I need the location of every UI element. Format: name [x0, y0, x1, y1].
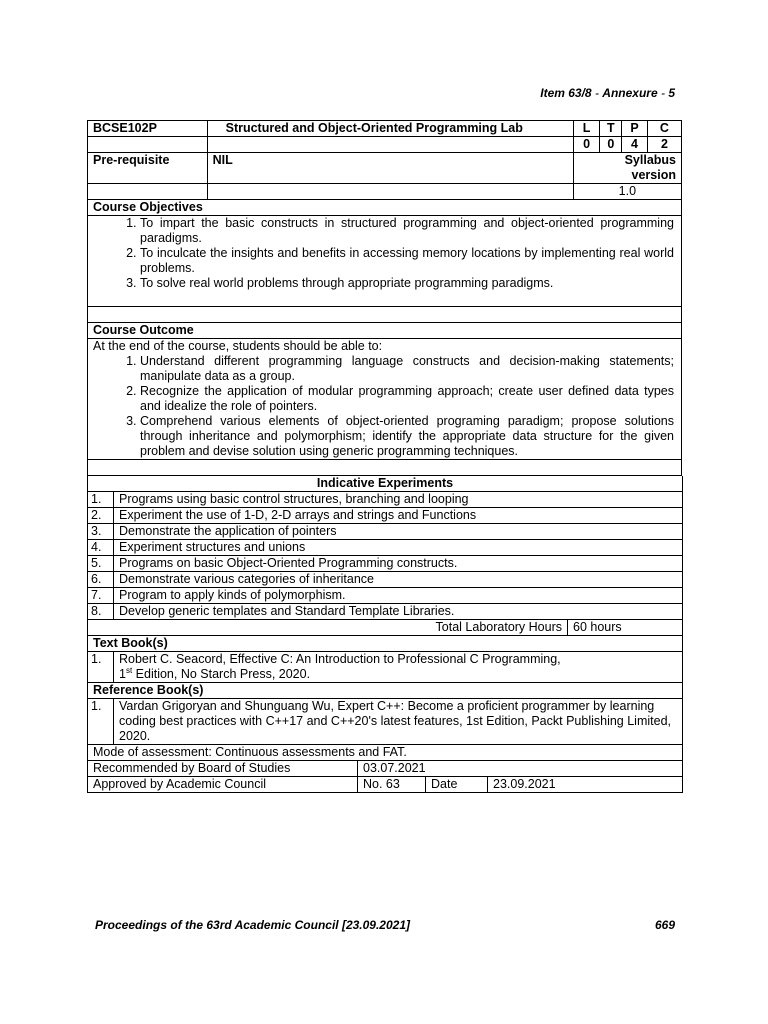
course-objectives-list	[93, 216, 676, 291]
course-objectives-heading: Course Objectives	[88, 200, 682, 216]
approval-date-label: Date	[426, 777, 488, 793]
ltpc-value-c: 2	[647, 137, 681, 153]
proceedings-text: Proceedings of the 63rd Academic Council [23.09.2021]	[95, 918, 410, 932]
approved-by-ac-label: Approved by Academic Council	[88, 777, 358, 793]
reference-books-heading: Reference Book(s)	[88, 683, 683, 699]
experiment-number: 5.	[88, 556, 114, 572]
experiment-text: Experiment the use of 1-D, 2-D arrays and strings and Functions	[114, 508, 683, 524]
experiment-number: 8.	[88, 604, 114, 620]
course-outcome-intro: At the end of the course, students should be able to:	[93, 339, 383, 353]
text-books-heading: Text Book(s)	[88, 636, 683, 652]
experiment-row	[88, 492, 683, 508]
reference-book-number: 1.	[88, 699, 114, 745]
outcome-item: 3. Comprehend various elements of object-oriented programing paradigm; propose solutions through inheritance and polymorphism; identify the appropriate data structure for the given problem and devise solution using generic programming techniques.	[140, 414, 676, 459]
experiment-number: 3.	[88, 524, 114, 540]
experiments-table	[87, 476, 683, 745]
experiments-heading: Indicative Experiments	[88, 476, 683, 492]
syllabus-version-value: 1.0	[573, 184, 681, 200]
experiment-text: Programs on basic Object-Oriented Programming constructs.	[114, 556, 683, 572]
text-book-line2-rest: Edition, No Starch Press, 2020.	[132, 667, 311, 681]
header-reference	[540, 86, 675, 100]
mode-of-assessment: Mode of assessment: Continuous assessments and FAT.	[88, 745, 683, 761]
experiment-number: 7.	[88, 588, 114, 604]
experiment-number: 2.	[88, 508, 114, 524]
total-hours-value: 60 hours	[568, 620, 683, 636]
experiment-text: Experiment structures and unions	[114, 540, 683, 556]
edition-superscript: st	[125, 665, 133, 675]
ltpc-header-l: L	[573, 121, 600, 137]
experiment-text: Develop generic templates and Standard Template Libraries.	[114, 604, 683, 620]
annexure-number: 5	[668, 86, 675, 100]
annexure-label: Annexure	[602, 86, 658, 100]
approved-by-ac-number: No. 63	[358, 777, 426, 793]
syllabus-table	[87, 120, 682, 476]
text-book-entry	[114, 652, 683, 683]
assessment-approval-table	[87, 745, 683, 793]
course-outcome-cell	[88, 339, 682, 460]
recommended-by-bos-date: 03.07.2021	[358, 761, 683, 777]
text-book-number: 1.	[88, 652, 114, 683]
ltpc-value-t: 0	[600, 137, 622, 153]
course-title: Structured and Object-Oriented Programming Lab	[207, 121, 573, 137]
item-ref: Item 63/8	[540, 86, 592, 100]
text-book-line2	[119, 667, 677, 682]
text-book-row	[88, 652, 683, 683]
experiment-row	[88, 588, 683, 604]
reference-book-entry: Vardan Grigoryan and Shunguang Wu, Expert C++: Become a proficient programmer by learning coding best practices with C++17 and C++20's latest features, 1st Edition, Packt Publishing Limited, 2020.	[114, 699, 683, 745]
course-outcome-list	[93, 354, 676, 459]
experiment-text: Demonstrate the application of pointers	[114, 524, 683, 540]
edition-number: 1	[119, 667, 126, 681]
experiment-row	[88, 540, 683, 556]
experiment-number: 4.	[88, 540, 114, 556]
separator: -	[657, 86, 669, 100]
prerequisite-label: Pre-requisite	[88, 153, 208, 184]
ltpc-value-l: 0	[573, 137, 600, 153]
recommended-by-bos-label: Recommended by Board of Studies	[88, 761, 358, 777]
experiment-row	[88, 508, 683, 524]
syllabus-version-label: Syllabus version	[573, 153, 681, 184]
page-footer	[95, 918, 675, 932]
experiment-row	[88, 556, 683, 572]
text-book-line1: Robert C. Seacord, Effective C: An Introduction to Professional C Programming,	[119, 652, 561, 666]
experiment-row	[88, 572, 683, 588]
experiment-text: Program to apply kinds of polymorphism.	[114, 588, 683, 604]
experiment-number: 6.	[88, 572, 114, 588]
ltpc-header-p: P	[622, 121, 648, 137]
outcome-item: 1. Understand different programming language constructs and decision-making statements; manipulate data as a group.	[140, 354, 676, 384]
page-number: 669	[654, 918, 675, 932]
ltpc-value-p: 4	[622, 137, 648, 153]
course-outcome-heading: Course Outcome	[88, 323, 682, 339]
course-code: BCSE102P	[88, 121, 208, 137]
experiment-row	[88, 604, 683, 620]
objective-item: 1. To impart the basic constructs in structured programming and object-oriented programming paradigms.	[140, 216, 676, 246]
ltpc-header-c: C	[647, 121, 681, 137]
experiment-text: Programs using basic control structures, branching and looping	[114, 492, 683, 508]
total-hours-label: Total Laboratory Hours	[88, 620, 568, 636]
experiment-text: Demonstrate various categories of inheritance	[114, 572, 683, 588]
course-objectives-list-cell	[88, 216, 682, 307]
outcome-item: 2. Recognize the application of modular programming approach; create user defined data types and idealize the role of pointers.	[140, 384, 676, 414]
prerequisite-value: NIL	[207, 153, 573, 184]
reference-book-row	[88, 699, 683, 745]
experiment-row	[88, 524, 683, 540]
approval-date-value: 23.09.2021	[488, 777, 683, 793]
experiment-number: 1.	[88, 492, 114, 508]
syllabus-document	[87, 120, 682, 793]
objective-item: 3. To solve real world problems through appropriate programming paradigms.	[140, 276, 676, 291]
separator: -	[591, 86, 603, 100]
ltpc-header-t: T	[600, 121, 622, 137]
objective-item: 2. To inculcate the insights and benefits in accessing memory locations by implementing real world problems.	[140, 246, 676, 276]
